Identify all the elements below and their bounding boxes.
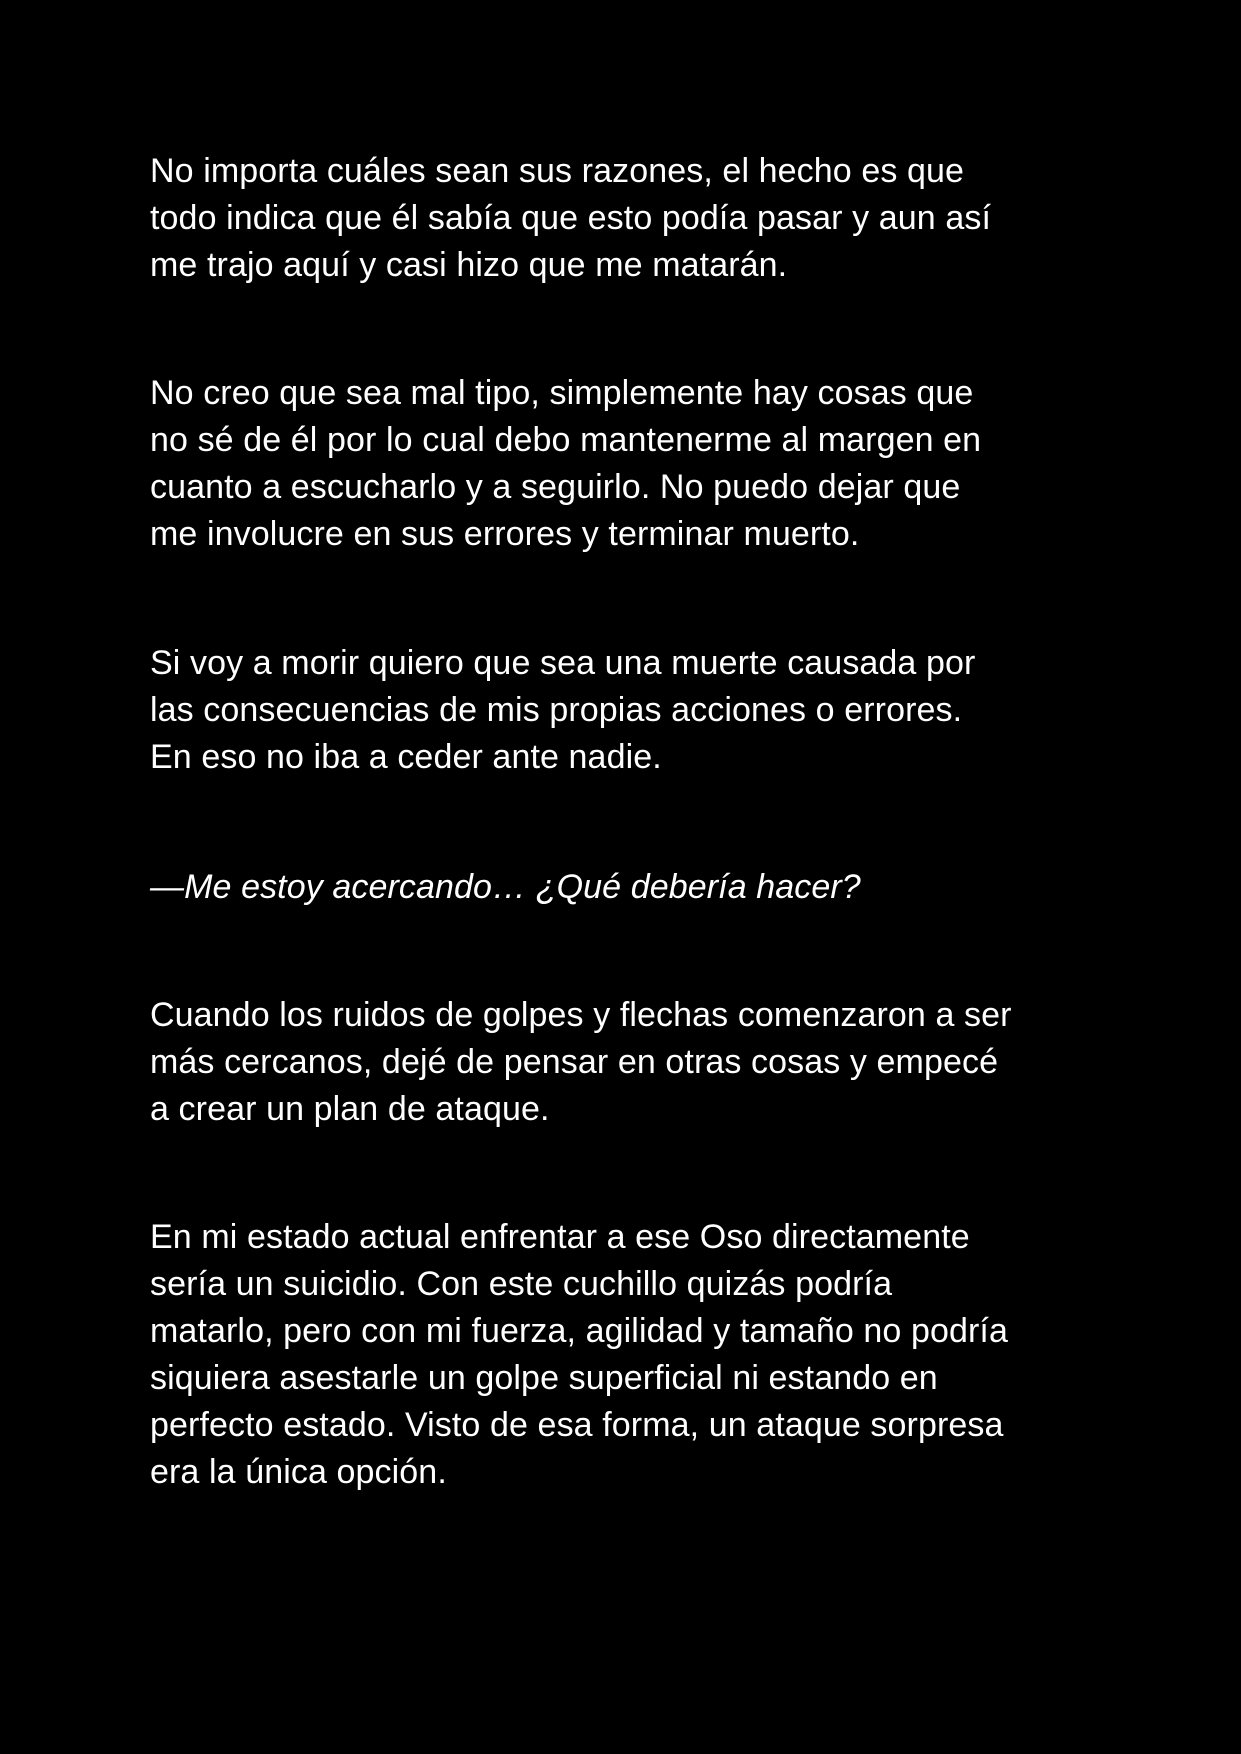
paragraph-5-line-1: Cuando los ruidos de golpes y flechas comenzaron a ser bbox=[150, 996, 1012, 1034]
paragraph-6-line-4: siquiera asestarle un golpe superficial ni estando en bbox=[150, 1359, 938, 1397]
paragraph-3-line-1: Si voy a morir quiero que sea una muerte causada por bbox=[150, 644, 976, 682]
dialogue-line-text: —Me estoy acercando… ¿Qué debería hacer? bbox=[150, 868, 861, 906]
paragraph-5-line-3: a crear un plan de ataque. bbox=[150, 1090, 550, 1128]
paragraph-6-line-5: perfecto estado. Visto de esa forma, un ataque sorpresa bbox=[150, 1406, 1004, 1444]
paragraph-2-line-1: No creo que sea mal tipo, simplemente hay cosas que bbox=[150, 374, 974, 412]
paragraph-6-line-3: matarlo, pero con mi fuerza, agilidad y tamaño no podría bbox=[150, 1312, 1008, 1350]
paragraph-6 bbox=[150, 1214, 1110, 1496]
paragraph-1-line-2: todo indica que él sabía que esto podía pasar y aun así bbox=[150, 199, 991, 237]
paragraph-6-line-6: era la única opción. bbox=[150, 1453, 447, 1491]
paragraph-3-line-3: En eso no iba a ceder ante nadie. bbox=[150, 738, 662, 776]
paragraph-1 bbox=[150, 148, 1110, 289]
paragraph-2-line-2: no sé de él por lo cual debo mantenerme al margen en bbox=[150, 421, 982, 459]
paragraph-2-line-4: me involucre en sus errores y terminar muerto. bbox=[150, 515, 860, 553]
paragraph-3-line-2: las consecuencias de mis propias acciones o errores. bbox=[150, 691, 963, 729]
paragraph-1-line-3: me trajo aquí y casi hizo que me matarán. bbox=[150, 246, 788, 284]
paragraph-5 bbox=[150, 992, 1110, 1133]
paragraph-1-line-1: No importa cuáles sean sus razones, el hecho es que bbox=[150, 152, 965, 190]
paragraph-6-line-1: En mi estado actual enfrentar a ese Oso directamente bbox=[150, 1218, 970, 1256]
paragraph-3 bbox=[150, 640, 1110, 781]
paragraph-2-line-3: cuanto a escucharlo y a seguirlo. No puedo dejar que bbox=[150, 468, 961, 506]
paragraph-6-line-2: sería un suicidio. Con este cuchillo quizás podría bbox=[150, 1265, 893, 1303]
dialogue-line bbox=[150, 864, 1110, 911]
paragraph-2 bbox=[150, 370, 1110, 558]
paragraph-5-line-2: más cercanos, dejé de pensar en otras cosas y empecé bbox=[150, 1043, 999, 1081]
